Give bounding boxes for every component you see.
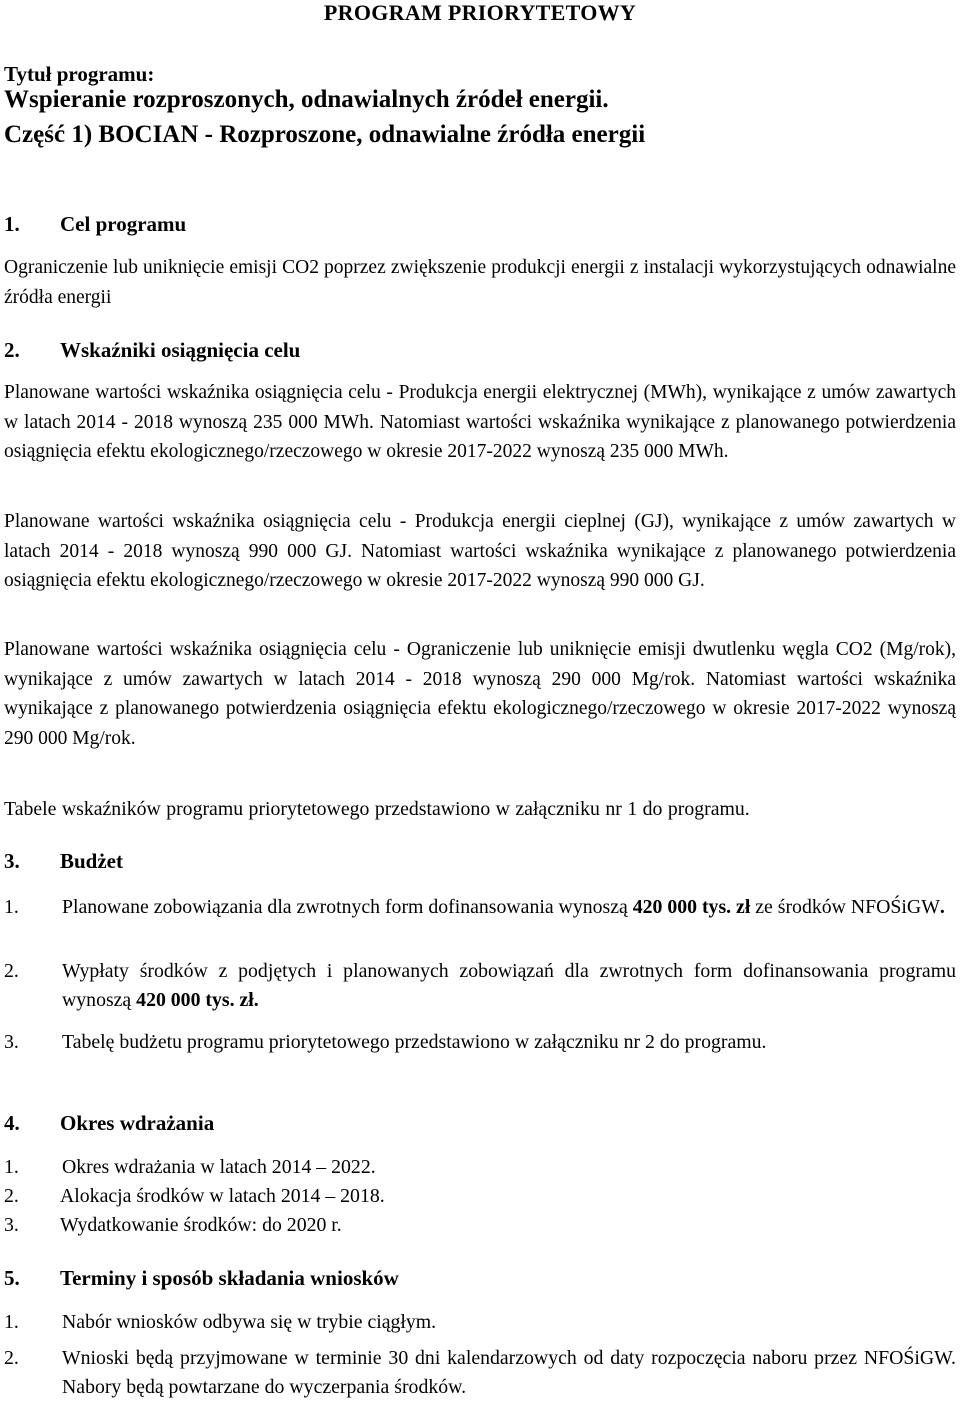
program-title-label: Tytuł programu: xyxy=(4,62,155,86)
section-1-text: Ograniczenie lub uniknięcie emisji CO2 poprzez zwiększenie produkcji energii z instalacji wykorzystujących odnawialne źródła energii xyxy=(4,257,956,308)
section-2-paragraph-2: Planowane wartości wskaźnika osiągnięcia celu - Produkcja energii cieplnej (GJ), wynikające z umów zawartych w latach 2014 - 2018 wynoszą 990 000 GJ. Natomiast wartości wskaźnika wynikające z planowanego potwierdzenia osiągnięcia efektu ekologicznego/rzeczowego w okresie 2017-2022 wynoszą 990 000 GJ. xyxy=(4,511,956,591)
section-4-heading xyxy=(4,1111,214,1136)
section-5-heading xyxy=(4,1266,399,1291)
budget-item-3 xyxy=(4,1028,956,1057)
implementation-item-2: 2. Alokacja środków w latach 2014 – 2018. xyxy=(4,1185,385,1207)
section-2-heading xyxy=(4,338,300,363)
section-5-number: 5. xyxy=(4,1266,20,1290)
budget-item-2 xyxy=(4,957,956,1015)
budget-item-3-number: 3. xyxy=(4,1031,19,1053)
budget-item-2-text: Wypłaty środków z podjętych i planowanych zobowiązań dla zwrotnych form dofinansowania programu wynoszą 420 000 tys. zł. xyxy=(62,960,956,1011)
section-4-number: 4. xyxy=(4,1111,20,1135)
section-3-number: 3. xyxy=(4,849,20,873)
section-4-title: Okres wdrażania xyxy=(60,1111,215,1135)
section-3-heading xyxy=(4,849,123,874)
implementation-item-1: 1. Okres wdrażania w latach 2014 – 2022. xyxy=(4,1156,376,1178)
application-item-1: 1. Nabór wniosków odbywa się w trybie ciągłym. xyxy=(4,1311,437,1333)
budget-item-3-text: Tabelę budżetu programu priorytetowego przedstawiono w załączniku nr 2 do programu. xyxy=(62,1031,767,1053)
budget-item-1-text: Planowane zobowiązania dla zwrotnych form dofinansowania wynoszą 420 000 tys. zł ze środków NFOŚiGW. xyxy=(62,896,945,918)
section-1-title: Cel programu xyxy=(60,212,187,236)
section-1-number: 1. xyxy=(4,212,20,236)
section-2-paragraph-4: Tabele wskaźników programu priorytetowego przedstawiono w załączniku nr 1 do programu. xyxy=(4,798,750,820)
section-5-title: Terminy i sposób składania wniosków xyxy=(60,1266,399,1290)
budget-item-1 xyxy=(4,893,956,922)
document-header: PROGRAM PRIORYTETOWY xyxy=(323,0,637,25)
section-2-paragraph-1: Planowane wartości wskaźnika osiągnięcia celu - Produkcja energii elektrycznej (MWh), wynikające z umów zawartych w latach 2014 - 2018 wynoszą 235 000 MWh. Natomiast wartości wskaźnika wynikające z planowanego potwierdzenia osiągnięcia efektu ekologicznego/rzeczowego w okresie 2017-2022 wynoszą 235 000 MWh. xyxy=(4,382,956,462)
section-2-number: 2. xyxy=(4,338,20,362)
section-3-title: Budżet xyxy=(60,849,123,873)
budget-item-2-number: 2. xyxy=(4,960,19,982)
program-title-line-2: Część 1) BOCIAN - Rozproszone, odnawialne źródła energii xyxy=(4,121,646,148)
section-2-paragraph-3: Planowane wartości wskaźnika osiągnięcia celu - Ograniczenie lub uniknięcie emisji dwutlenku węgla CO2 (Mg/rok), wynikające z umów zawartych w latach 2014 - 2018 wynoszą 290 000 Mg/rok. Natomiast wartości wskaźnika wynikające z planowanego potwierdzenia osiągnięcia efektu ekologicznego/rzeczowego w okresie 2017-2022 wynoszą 290 000 Mg/rok. xyxy=(4,639,956,749)
application-item-2: 2. Wnioski będą przyjmowane w terminie 30 dni kalendarzowych od daty rozpoczęcia naboru przez NFOŚiGW. Nabory będą powtarzane do wyczerpania środków. xyxy=(4,1347,956,1398)
budget-item-1-number: 1. xyxy=(4,896,19,918)
section-1-heading xyxy=(4,212,186,237)
program-title-line-1: Wspieranie rozproszonych, odnawialnych źródeł energii. xyxy=(4,86,609,113)
implementation-item-3: 3. Wydatkowanie środków: do 2020 r. xyxy=(4,1214,342,1236)
section-2-title: Wskaźniki osiągnięcia celu xyxy=(60,338,301,362)
